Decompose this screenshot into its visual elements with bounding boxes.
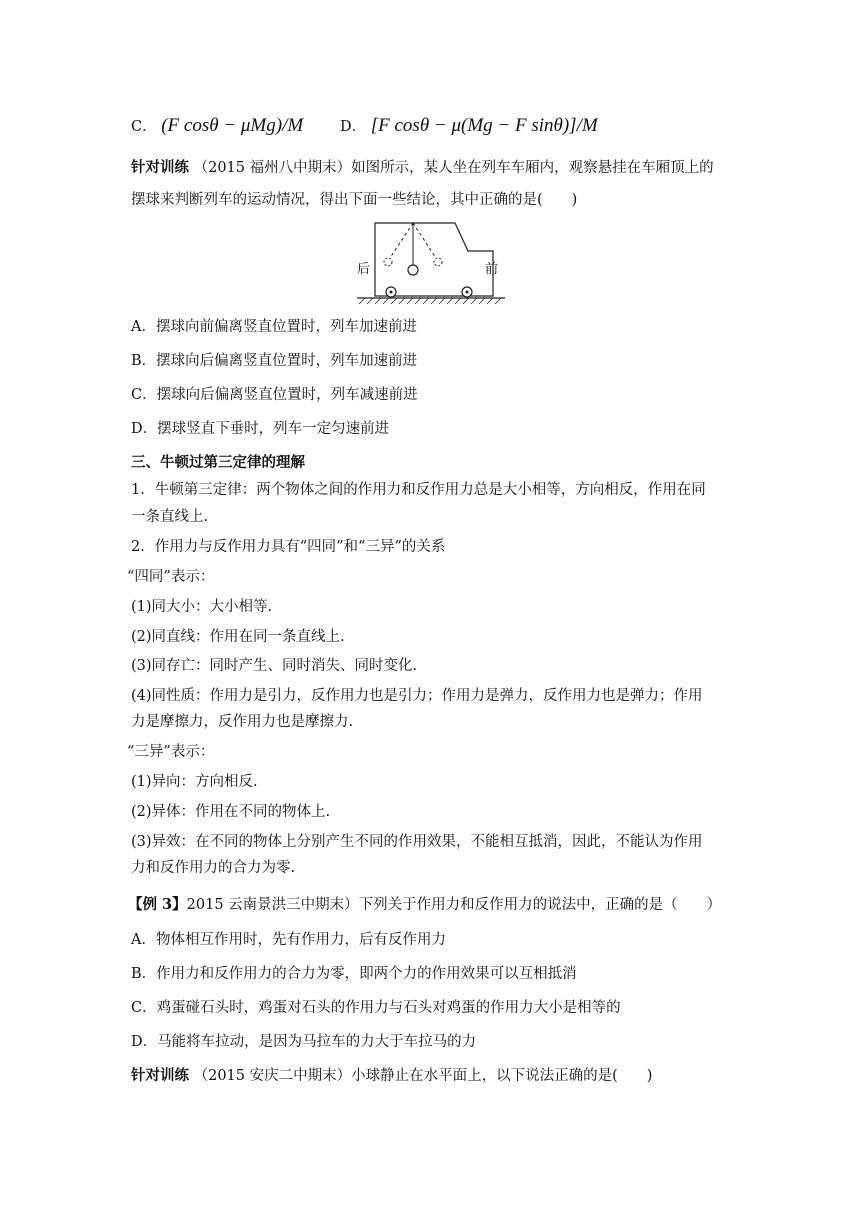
pendulum-ball (408, 265, 418, 275)
three-diff-item: (3)异效：在不同的物体上分别产生不同的作用效果，不能相互抵消，因此，不能认为作用 (131, 834, 703, 850)
example3-tag: 【例 3】 (128, 896, 187, 913)
train-car-figure (355, 218, 515, 308)
practice1-option-b: B．摆球向后偏离竖直位置时，列车加速前进 (131, 353, 418, 369)
example3-option-d: D．马能将车拉动，是因为马拉车的力大于车拉马的力 (131, 1034, 477, 1050)
example3-text: 2015 云南景洪三中期末）下列关于作用力和反作用力的说法中，正确的是（ ） (186, 897, 722, 913)
pendulum-back-dashed (390, 223, 413, 258)
pendulum-back-ball (384, 258, 392, 266)
practice1-tag: 针对训练 (131, 159, 189, 176)
four-same-item: (2)同直线：作用在同一条直线上. (131, 629, 345, 645)
practice1-option-c: C．摆球向后偏离竖直位置时，列车减速前进 (131, 387, 418, 403)
option-d (340, 116, 598, 137)
three-diff-item: (2)异体：作用在不同的物体上. (131, 804, 331, 820)
example3-question (128, 895, 721, 915)
four-same-title: “四同”表示： (127, 569, 215, 585)
option-d-formula: [F cosθ − μ(Mg − F sinθ)]/M (370, 115, 598, 136)
section3-p1-line2: 一条直线上. (131, 509, 209, 525)
practice1-option-d: D．摆球竖直下垂时，列车一定匀速前进 (131, 421, 390, 437)
pendulum-front-ball (434, 258, 442, 266)
four-same-item: 力是摩擦力，反作用力也是摩擦力. (131, 714, 354, 730)
section3-p1-line1: 1．牛顿第三定律：两个物体之间的作用力和反作用力总是大小相等，方向相反，作用在同 (131, 482, 706, 498)
option-d-label: D． (340, 119, 367, 135)
practice1-text1: （2015 福州八中期末）如图所示，某人坐在列车车厢内，观察悬挂在车厢顶上的 (193, 160, 714, 176)
four-same-item: (4)同性质：作用力是引力，反作用力也是引力；作用力是弹力，反作用力也是弹力；作用 (131, 688, 703, 704)
option-c-formula: (F cosθ − μMg)/M (161, 115, 304, 136)
practice1-line2: 摆球来判断列车的运动情况，得出下面一些结论，其中正确的是( ) (131, 192, 578, 208)
four-same-item: (1)同大小：大小相等. (131, 599, 273, 615)
pendulum-front-dashed (413, 223, 436, 258)
three-diff-title: “三异”表示： (127, 744, 215, 760)
practice2-text: （2015 安庆二中期末）小球静止在水平面上，以下说法正确的是( ) (193, 1068, 653, 1084)
example3-option-a: A．物体相互作用时，先有作用力，后有反作用力 (131, 932, 446, 948)
practice1-option-a: A．摆球向前偏离竖直位置时，列车加速前进 (131, 319, 417, 335)
four-same-item: (3)同存亡：同时产生、同时消失、同时变化. (131, 658, 418, 674)
three-diff-item: (1)异向：方向相反. (131, 774, 258, 790)
car-body (375, 223, 493, 296)
example3-option-c: C．鸡蛋碰石头时，鸡蛋对石头的作用力与石头对鸡蛋的作用力大小是相等的 (131, 1000, 621, 1016)
example3-option-b: B．作用力和反作用力的合力为零，即两个力的作用效果可以互相抵消 (131, 966, 577, 982)
practice2 (131, 1066, 652, 1086)
practice1-line1 (131, 158, 714, 178)
label-front: 前 (485, 262, 499, 277)
three-diff-item: 力和反作用力的合力为零. (131, 860, 296, 876)
option-c-label: C． (131, 119, 157, 135)
option-c (131, 116, 303, 137)
section3-p2: 2．作用力与反作用力具有“四同”和“三异”的关系 (131, 539, 446, 555)
practice2-tag: 针对训练 (131, 1067, 189, 1084)
label-back: 后 (357, 262, 371, 277)
section3-heading: 三、牛顿过第三定律的理解 (131, 454, 305, 471)
